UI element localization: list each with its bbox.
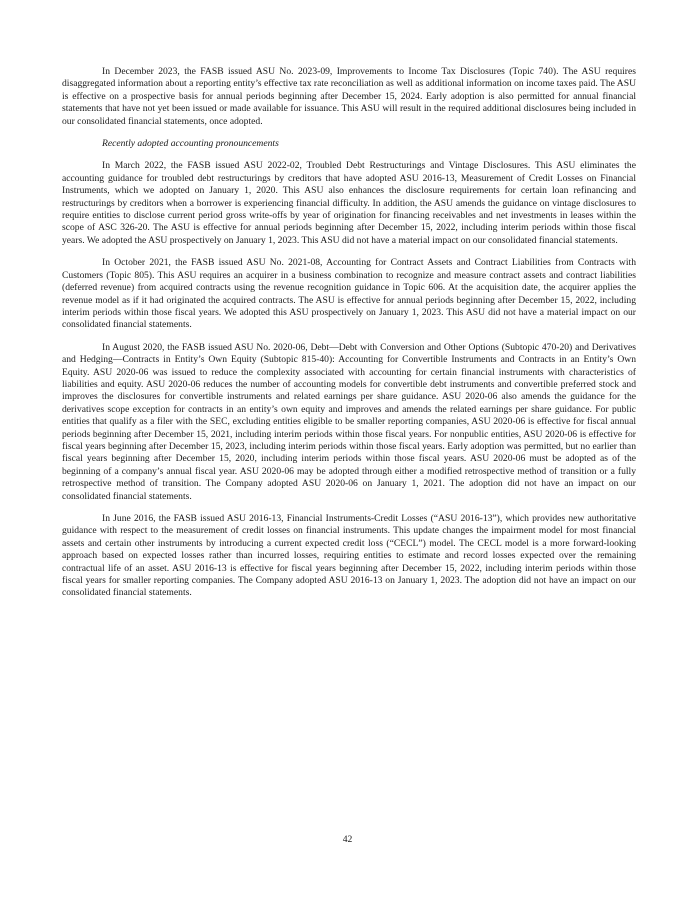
section-subheading: Recently adopted accounting pronouncements	[102, 138, 279, 150]
page-number: 42	[342, 834, 353, 845]
paragraph-asu-2021-08: In October 2021, the FASB issued ASU No. 2021-08, Accounting for Contract Assets and Contract Liabilities from Contracts with Customers (Topic 805). This ASU requires an acquirer in a business combination to recognize and measure contract assets and contract liabilities (deferred revenue) from acquired contracts using the revenue recognition guidance in Topic 606. At the acquisition date, the acquirer applies the revenue model as if it had originated the acquired contracts. The ASU is effective for annual periods beginning after December 15, 2022, including interim periods within those fiscal years. We adopted this ASU prospectively on January 1, 2023. This ASU did not have a material impact on our consolidated financial statements.	[62, 257, 636, 331]
document-body	[62, 66, 636, 610]
paragraph-asu-2022-02: In March 2022, the FASB issued ASU 2022-02, Troubled Debt Restructurings and Vintage Disclosures. This ASU eliminates the accounting guidance for troubled debt restructurings by creditors that have adopted ASU 2016-13, Measurement of Credit Losses on Financial Instruments, which we adopted on January 1, 2020. This ASU also enhances the disclosure requirements for certain loan refinancing and restructurings by creditors when a borrower is experiencing financial difficulty. In addition, the ASU amends the guidance on vintage disclosures to require entities to disclose current period gross write-offs by year of origination for financing receivables and net investments in leases within the scope of ASC 326-20. The ASU is effective for annual periods beginning after December 15, 2022, including interim periods within those fiscal years. We adopted the ASU prospectively on January 1, 2023. This ASU did not have a material impact on our consolidated financial statements.	[62, 160, 636, 246]
paragraph-asu-2020-06: In August 2020, the FASB issued ASU No. 2020-06, Debt—Debt with Conversion and Other Options (Subtopic 470-20) and Derivatives and Hedging—Contracts in Entity’s Own Equity (Subtopic 815-40): Accounting for Convertible Instruments and Contracts in an Entity’s Own Equity. ASU 2020-06 was issued to reduce the complexity associated with accounting for certain financial instruments with characteristics of liabilities and equity. ASU 2020-06 reduces the number of accounting models for convertible debt instruments and convertible preferred stock and improves the disclosures for convertible instruments and related earnings per share guidance. ASU 2020-06 also amends the guidance for the derivatives scope exception for contracts in an entity’s own equity and improves and amends the related earnings per share guidance. For public entities that qualify as a filer with the SEC, excluding entities eligible to be smaller reporting companies, ASU 2020-06 is effective for fiscal annual periods beginning after December 15, 2021, including interim periods within those fiscal years. For nonpublic entities, ASU 2020-06 is effective for fiscal years beginning after December 15, 2023, including interim periods within those fiscal years. Early adoption was permitted, but no earlier than fiscal years beginning after December 15, 2020, including interim periods within those fiscal years. ASU 2020-06 must be adopted as of the beginning of a company’s annual fiscal year. ASU 2020-06 may be adopted through either a modified retrospective method of transition or a fully retrospective method of transition. The Company adopted ASU 2020-06 on January 1, 2021. The adoption did not have an impact on our consolidated financial statements.	[62, 341, 636, 502]
paragraph-asu-2023-09: In December 2023, the FASB issued ASU No. 2023-09, Improvements to Income Tax Disclosures (Topic 740). The ASU requires disaggregated information about a reporting entity’s effective tax rate reconciliation as well as additional information on income taxes paid. The ASU is effective on a prospective basis for annual periods beginning after December 15, 2024. Early adoption is also permitted for annual financial statements that have not yet been issued or made available for issuance. This ASU will result in the required additional disclosures being included in our consolidated financial statements, once adopted.	[62, 66, 636, 127]
paragraph-asu-2016-13: In June 2016, the FASB issued ASU 2016-13, Financial Instruments-Credit Losses (“ASU 2016-13”), which provides new authoritative guidance with respect to the measurement of credit losses on financial instruments. This update changes the impairment model for most financial assets and certain other instruments by introducing a current expected credit loss (“CECL”) model. The CECL model is a more forward-looking approach based on expected losses rather than incurred losses, requiring entities to estimate and record losses expected over the remaining contractual life of an asset. ASU 2016-13 is effective for fiscal years beginning after December 15, 2022, including interim periods within those fiscal years for smaller reporting companies. The Company adopted ASU 2016-13 on January 1, 2023. The adoption did not have an impact on our consolidated financial statements.	[62, 513, 636, 599]
